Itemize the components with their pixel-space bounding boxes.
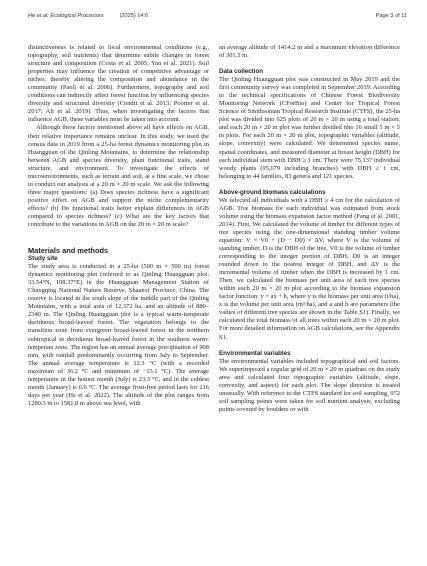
journal-name: He et al. Ecological Processes: [28, 13, 104, 19]
biomass-paragraph: We selected all individuals with a DBH ≥ 4 cm for the calculation of AGB. Tree biomass for each individual was estimated from stock volume using the biomass expansion factor method (Fang et al. 2001, 2014). First, We calculated the volume of timber for different types of tree species using the one-dimensional standing timber volume equation: V = V0 + (D − D0) × ΔV, where V is the volume of standing timber, D is the DBH of the tree, V0 is the volume of timber corresponding to the integer portion of DBH, D0 is an integer rounded down to the nearest integer of DBH, and ΔV is the incremental volume of timber when the DBH is increased by 1 cm. Then, we calculated the biomass per unit area of each tree species within each 20 m × 20 m plot according to the biomass expansion factor function: y = ax + b, where y is the biomass per unit area (t/ha), x is the volume per unit area (m³/ha), and a and b are parameters (the values of different tree species are shown in the Table S1). Finally, we calculated the total biomass of all trees within each 20 m × 20 m plot. For more detailed information on AGB calculations, see the Appendix S1.: [219, 196, 400, 341]
right-column: [219, 44, 400, 414]
section-heading-methods: Materials and methods: [28, 246, 109, 256]
journal-citation: [28, 13, 148, 19]
page-header: [28, 13, 407, 23]
page-number: Page 3 of 11: [375, 13, 407, 19]
intro-paragraph-continued: distinctiveness is related to local environmental conditions (e.g., topography, soil nutrients) that determine subtle changes in forest structure and composition (Costa et al. 2005; Yao et al. 2021). Soil properties may influence the creation of competitive advantage or niches, thereby altering the composition and abundance in the community (Paoli et al. 2006). Furthermore, topography and soil conditions can indirectly affect forest function by influencing species diversity and structural diversity (Condit et al. 2013; Poorter et al. 2017; Ali et al. 2019). Thus, when investigating the factors that influence AGB, these variables must be taken into account.: [28, 44, 209, 124]
study-site-paragraph: The study area is conducted in a 25-ha (500 m × 500 m) forest dynamics monitoring plot (referred to as Qinling Huangguan plot: 33.54°N, 108.37°E) in the Huangguan Management Station of Changqing National Nature Reserve, Shaanxi Province, China. The reserve is located in the south slope of the middle part of the Qinling Mountains, with a total area of 12,372 ha, and an altitude of 880–2340 m. The Qinling Huangguan plot is a typical warm-temperate deciduous broad-leaved forest. The vegetation belongs to the transition zone from evergreen broad-leaved forest in the northern subtropical to deciduous broad-leaved forest in the southern warm-temperate zone. The region has an annual average precipitation of 908 mm, with rainfall predominantly occurring from July to September. The annual average temperature is 12.3 °C (with a recorded maximum of 36.2 °C and minimum of −13.1 °C). The average temperature in the hottest month (July) is 23.3 °C, and in the coldest month (January) is 0.6 °C. The average frost-free period lasts for 216 days per year (He et al. 2022). The altitude of the plot ranges from 1280.3 m to 1581.8 m above sea level, with: [28, 263, 209, 407]
volume-info: (2025) 14:6: [119, 13, 149, 19]
subsection-heading-environment: Environmental variables: [219, 349, 291, 357]
study-site-paragraph-end: an average altitude of 1414.2 m and a maximum elevation difference of 301.5 m.: [219, 44, 400, 60]
left-column: [28, 44, 209, 408]
subsection-heading-data-collection: Data collection: [219, 68, 264, 76]
subsection-heading-biomass: Above-ground biomass calculations: [219, 188, 326, 196]
intro-paragraph-questions: Although these factors mentioned above all have effects on AGB, their relative importance remains unclear. In this study, we used the census data in 2019 from a 25-ha forest dynamics monitoring plot in Huangguan of the Qinling Mountains, to determine the relationship between AGB and species diversity, plant functional traits, stand structure, and environment. To investigate the effects of microenvironments, such as terrain and soil, at a fine scale, we chose to conduct our analysis at a 20 m × 20 m scale. We ask the following three major questions: (a) Does species richness have a significant positive effect on AGB and support the niche complementarity effects? (b) Do functional traits better explain differences in AGB compared to species richness? (c) What are the key factors that contribute to the variations in AGB on the 20 m × 20 m scale?: [28, 124, 209, 229]
data-collection-paragraph: The Qinling Huangguan plot was constructed in May 2019 and the first community survey was completed in September 2019. According to the technical specifications of Chinese Forest Biodiversity Monitoring Network (CForBio) and Center for Tropical Forest Science of Smithsonian Tropical Research Institute (CTFS), the 25-ha plot was divided into 625 plots of 20 m × 20 m using a total station, and each 20 m × 20 m plot was further divided into 16 small 5 m × 5 m plots. For each 20 m × 20 m plot, topographic variables (altitude, slope, convexity) were calculated. We determined species name, spatial coordinates, and measured diameter at breast height (DBH) for each individual stem with DBH ≥ 1 cm. There were 75,137 individual woody plants (95,679 including branches) with DBH ≥ 1 cm, belonging to 44 families, 83 genera and 121 species.: [219, 76, 400, 180]
subsection-heading-study-site: Study site: [28, 255, 58, 263]
environment-paragraph: The environmental variables included topographical and soil factors. We superimposed a regular grid of 20 m × 20 m quadrats on the study area and calculated four topographic variables (altitude, slope, convexity, and aspect) for each plot. The slope direction is treated unusually. With reference to the CTFS standard for soil sampling, 972 soil sampling points were taken for soil nutrient analysis, excluding points covered by boulders or with: [219, 357, 400, 413]
